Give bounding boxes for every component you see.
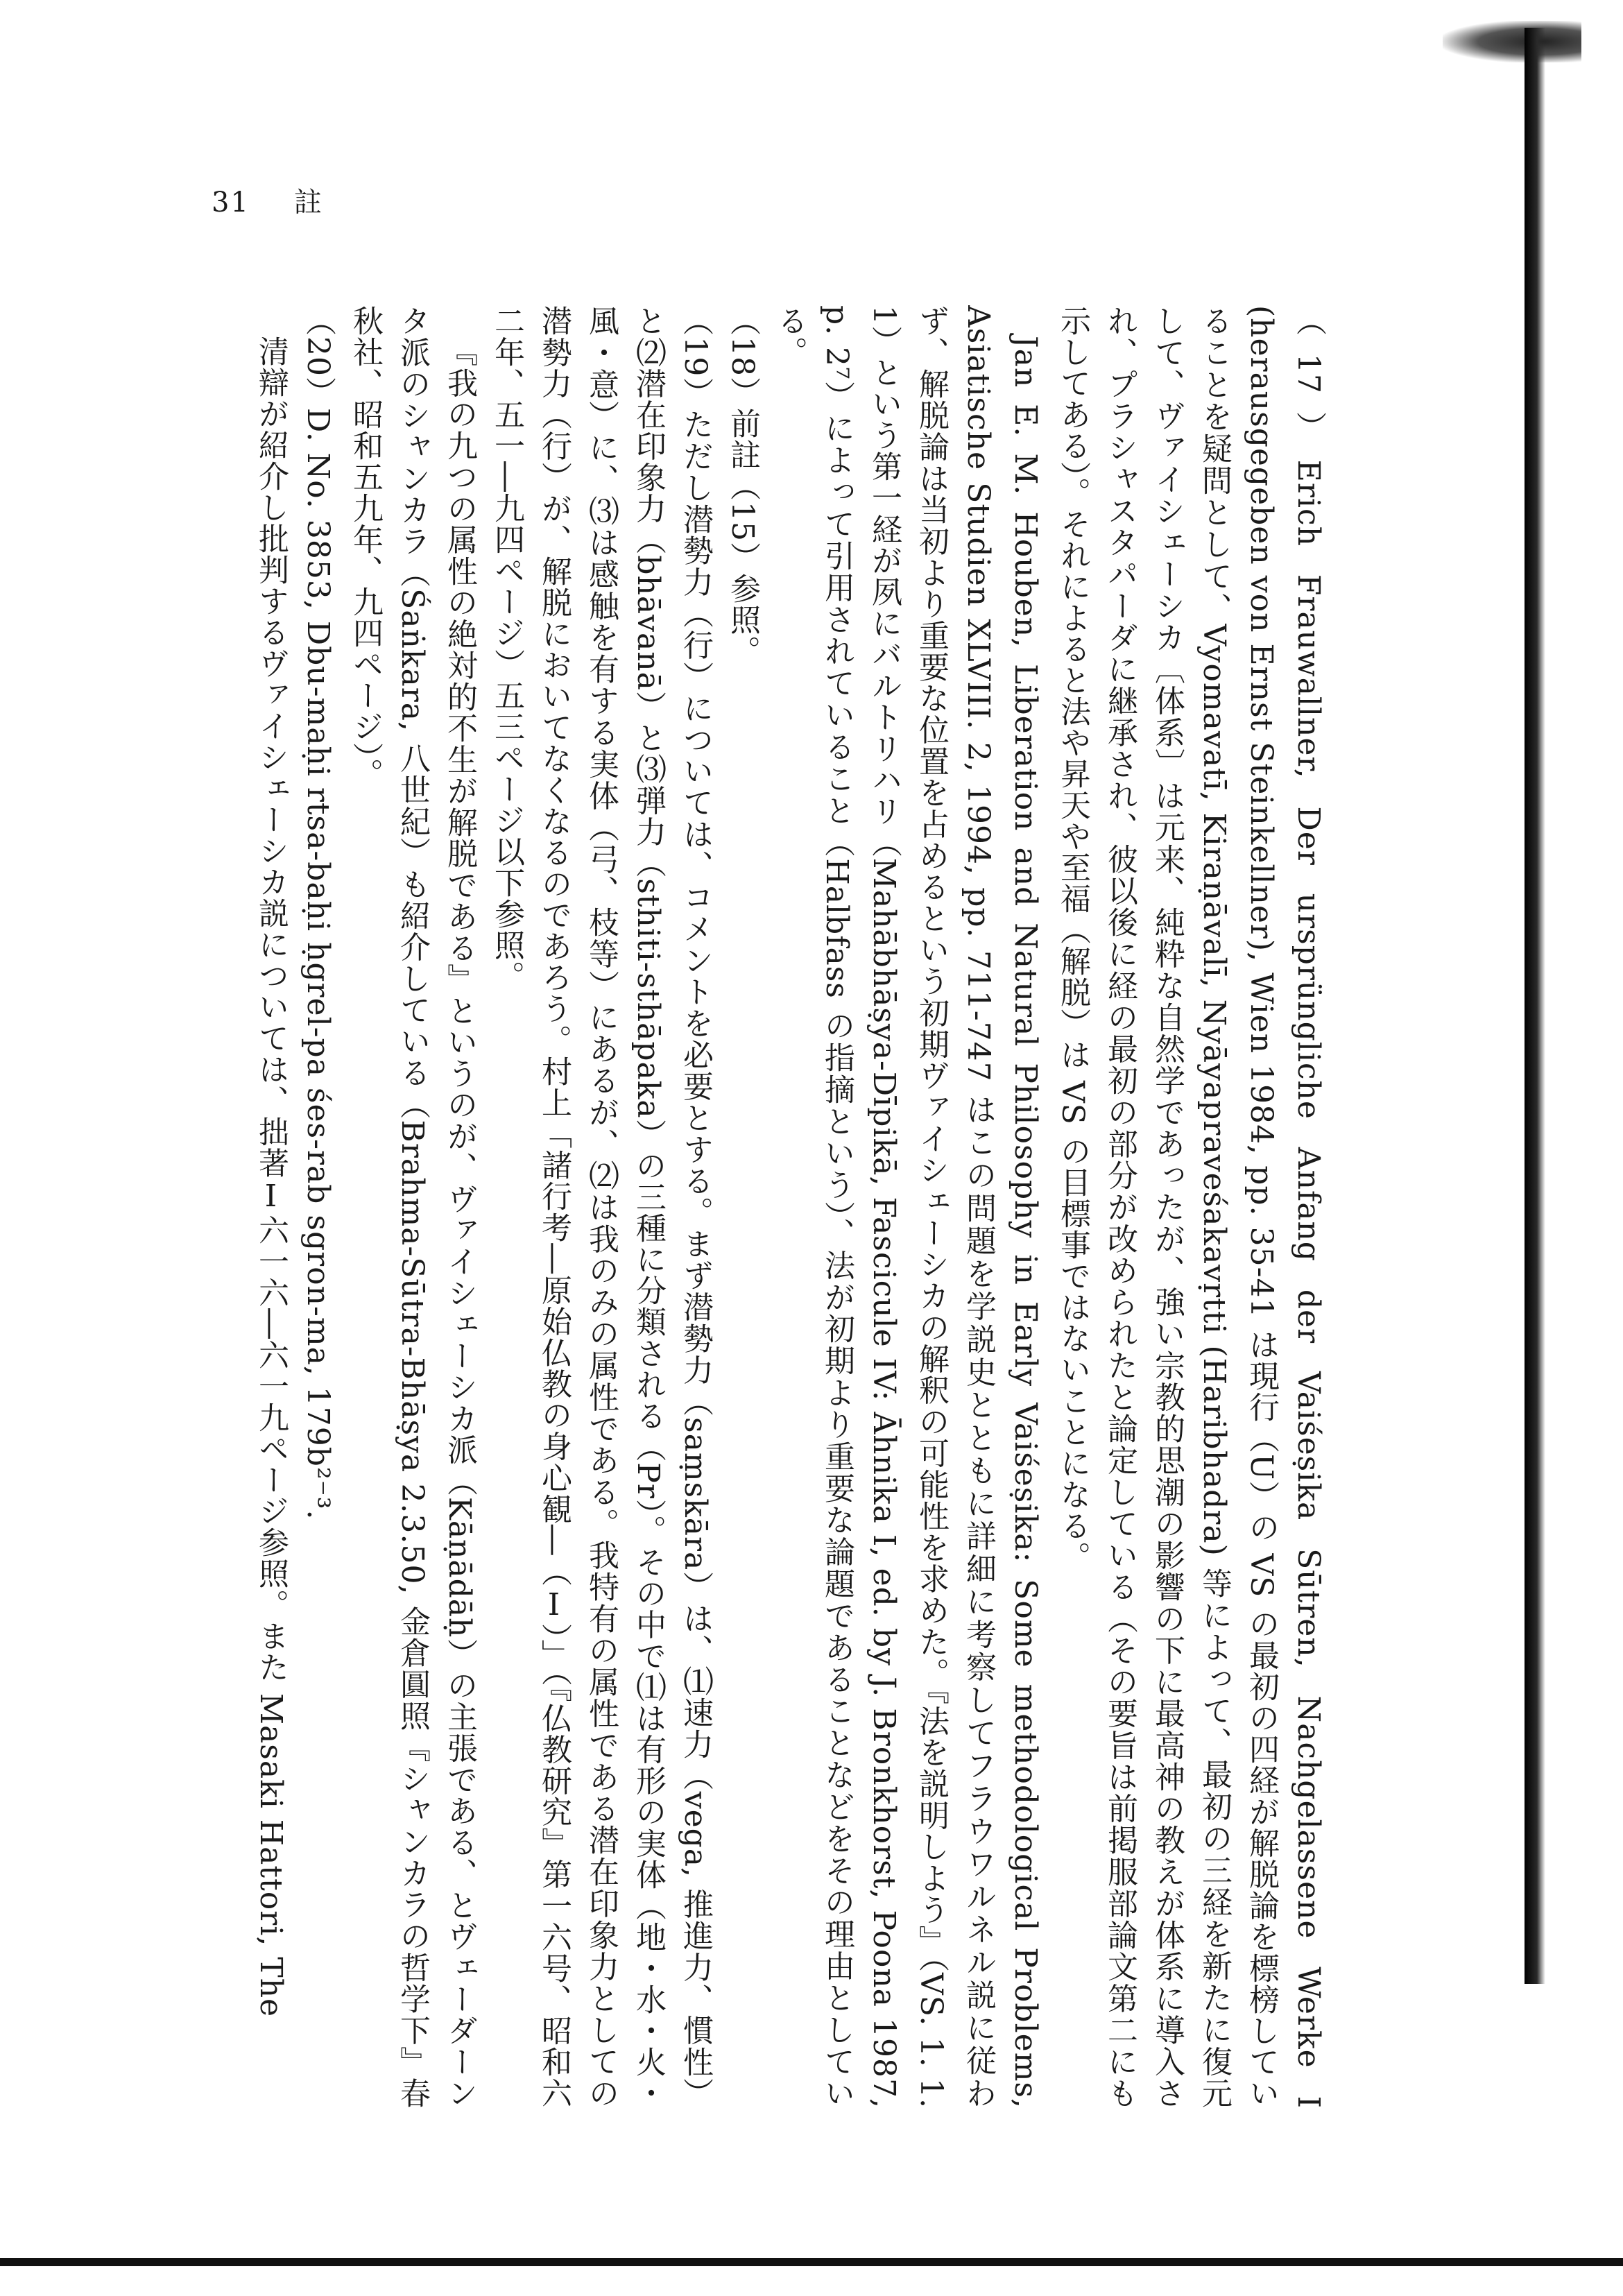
note-marker: （17） — [1291, 305, 1326, 460]
page-header — [212, 180, 323, 220]
note-marker: （20） — [300, 305, 336, 408]
note-marker: （19） — [678, 305, 713, 409]
notes-body — [250, 305, 1332, 2109]
note-20 — [250, 305, 341, 2109]
note-paragraph — [294, 305, 341, 2109]
note-text: D. No. 3853, Dbu-maḥi rtsa-baḥi ḥgrel-pa śes-rab sgron-ma, 179b²⁻³. — [300, 408, 336, 1520]
note-paragraph: 『我の九つの属性の絶対的不生が解脱である』というのが、ヴァイシェーシカ派（Kāṇādāḥ）の主張である、とヴェーダーンタ派のシャンカラ（Śaṅkara, 八世紀）も紹介している（Brahma-Sūtra-Bhāṣya 2.3.50, 金倉圓照『シャンカラの哲学下』春秋社、昭和五九年、九四ページ）。 — [347, 305, 477, 2109]
scan-shadow-right — [1525, 28, 1545, 1984]
note-paragraph — [719, 305, 766, 2109]
section-title: 註 — [293, 187, 323, 219]
page-number: 31 — [212, 187, 250, 219]
note-text: Erich Frauwallner, Der ursprüngliche Anfang der Vaiśeṣika Sūtren, Nachgelassene Werke I (herausgegeben von Ernst Steinkellner), Wien 1984, pp. 35-41 は現行（U）の VS の最初の四経が解脱論を標榜していることを疑問として、Vyomavatī, Kiraṇāvalī, Nyāyapraveśakavṛtti (Haribhadra) 等によって、最初の三経を新たに復元して、ヴァイシェーシカ〔体系〕は元来、純粋な自然学であったが、強い宗教的思潮の影響の下に最高神の教えが体系に導入され、プラシャスタパーダに継承され、彼以後に経の最初の部分が改められたと論定している（その要旨は前掲服部論文第二にも示してある）。それによると法や昇天や至福（解脱）は VS の目標事ではないことになる。 — [1055, 305, 1326, 2109]
note-17 — [766, 305, 1332, 2109]
note-paragraph — [483, 305, 719, 2109]
note-19 — [341, 305, 719, 2109]
note-18 — [719, 305, 766, 2109]
note-marker: （18） — [725, 305, 760, 408]
note-paragraph: 清辯が紹介し批判するヴァイシェーシカ説については、拙著Ⅰ六一六―六一九ページ参照。また Masaki Hattori, The — [253, 336, 289, 2018]
scan-shadow-top — [1443, 21, 1581, 62]
note-paragraph: Jan E. M. Houben, Liberation and Natural Philosophy in Early Vaiśeṣika: Some methodological Problems, Asiatische Studien XLVIII. 2, 1994, pp. 711-747 はこの問題を学説史とともに詳細に考察してフラウワルネル説に従わず、解脱論は当初より重要な位置を占めるという初期ヴァイシェーシカの解釈の可能性を求めた。『法を説明しよう』（VS. 1. 1. 1）という第一経が夙にバルトリハリ（Mahābhāṣya-Dīpikā, Fascicule IV: Āhnika I, ed. by J. Bronkhorst, Poona 1987, p. 2⁷）によって引用されていること（Halbfass の指摘という）、法が初期より重要な論題であることなどをその理由としている。 — [772, 305, 1043, 2109]
note-paragraph — [1049, 305, 1332, 2109]
note-text: ただし潜勢力（行）については、コメントを必要とする。まず潜勢力（saṃskāra）は、⑴速力（vega, 推進力、慣性）と⑵潜在印象力（bhāvanā）と⑶弾力（sthiti-sthāpaka）の三種に分類される（Pr）。その中で⑴は有形の実体（地・水・火・風・意）に、⑶は感触を有する実体（弓、枝等）にあるが、⑵は我のみの属性である。我特有の属性である潜在印象力としての潜勢力（行）が、解脱においてなくなるのであろう。村上「諸行考―原始仏教の身心観―（Ⅰ）」（『仏教研究』第一六号、昭和六二年、五一―九四ページ）五三ページ以下参照。 — [489, 305, 713, 2109]
note-text: 前註（15）参照。 — [725, 408, 760, 667]
scan-shadow-bottom — [0, 2258, 1623, 2266]
